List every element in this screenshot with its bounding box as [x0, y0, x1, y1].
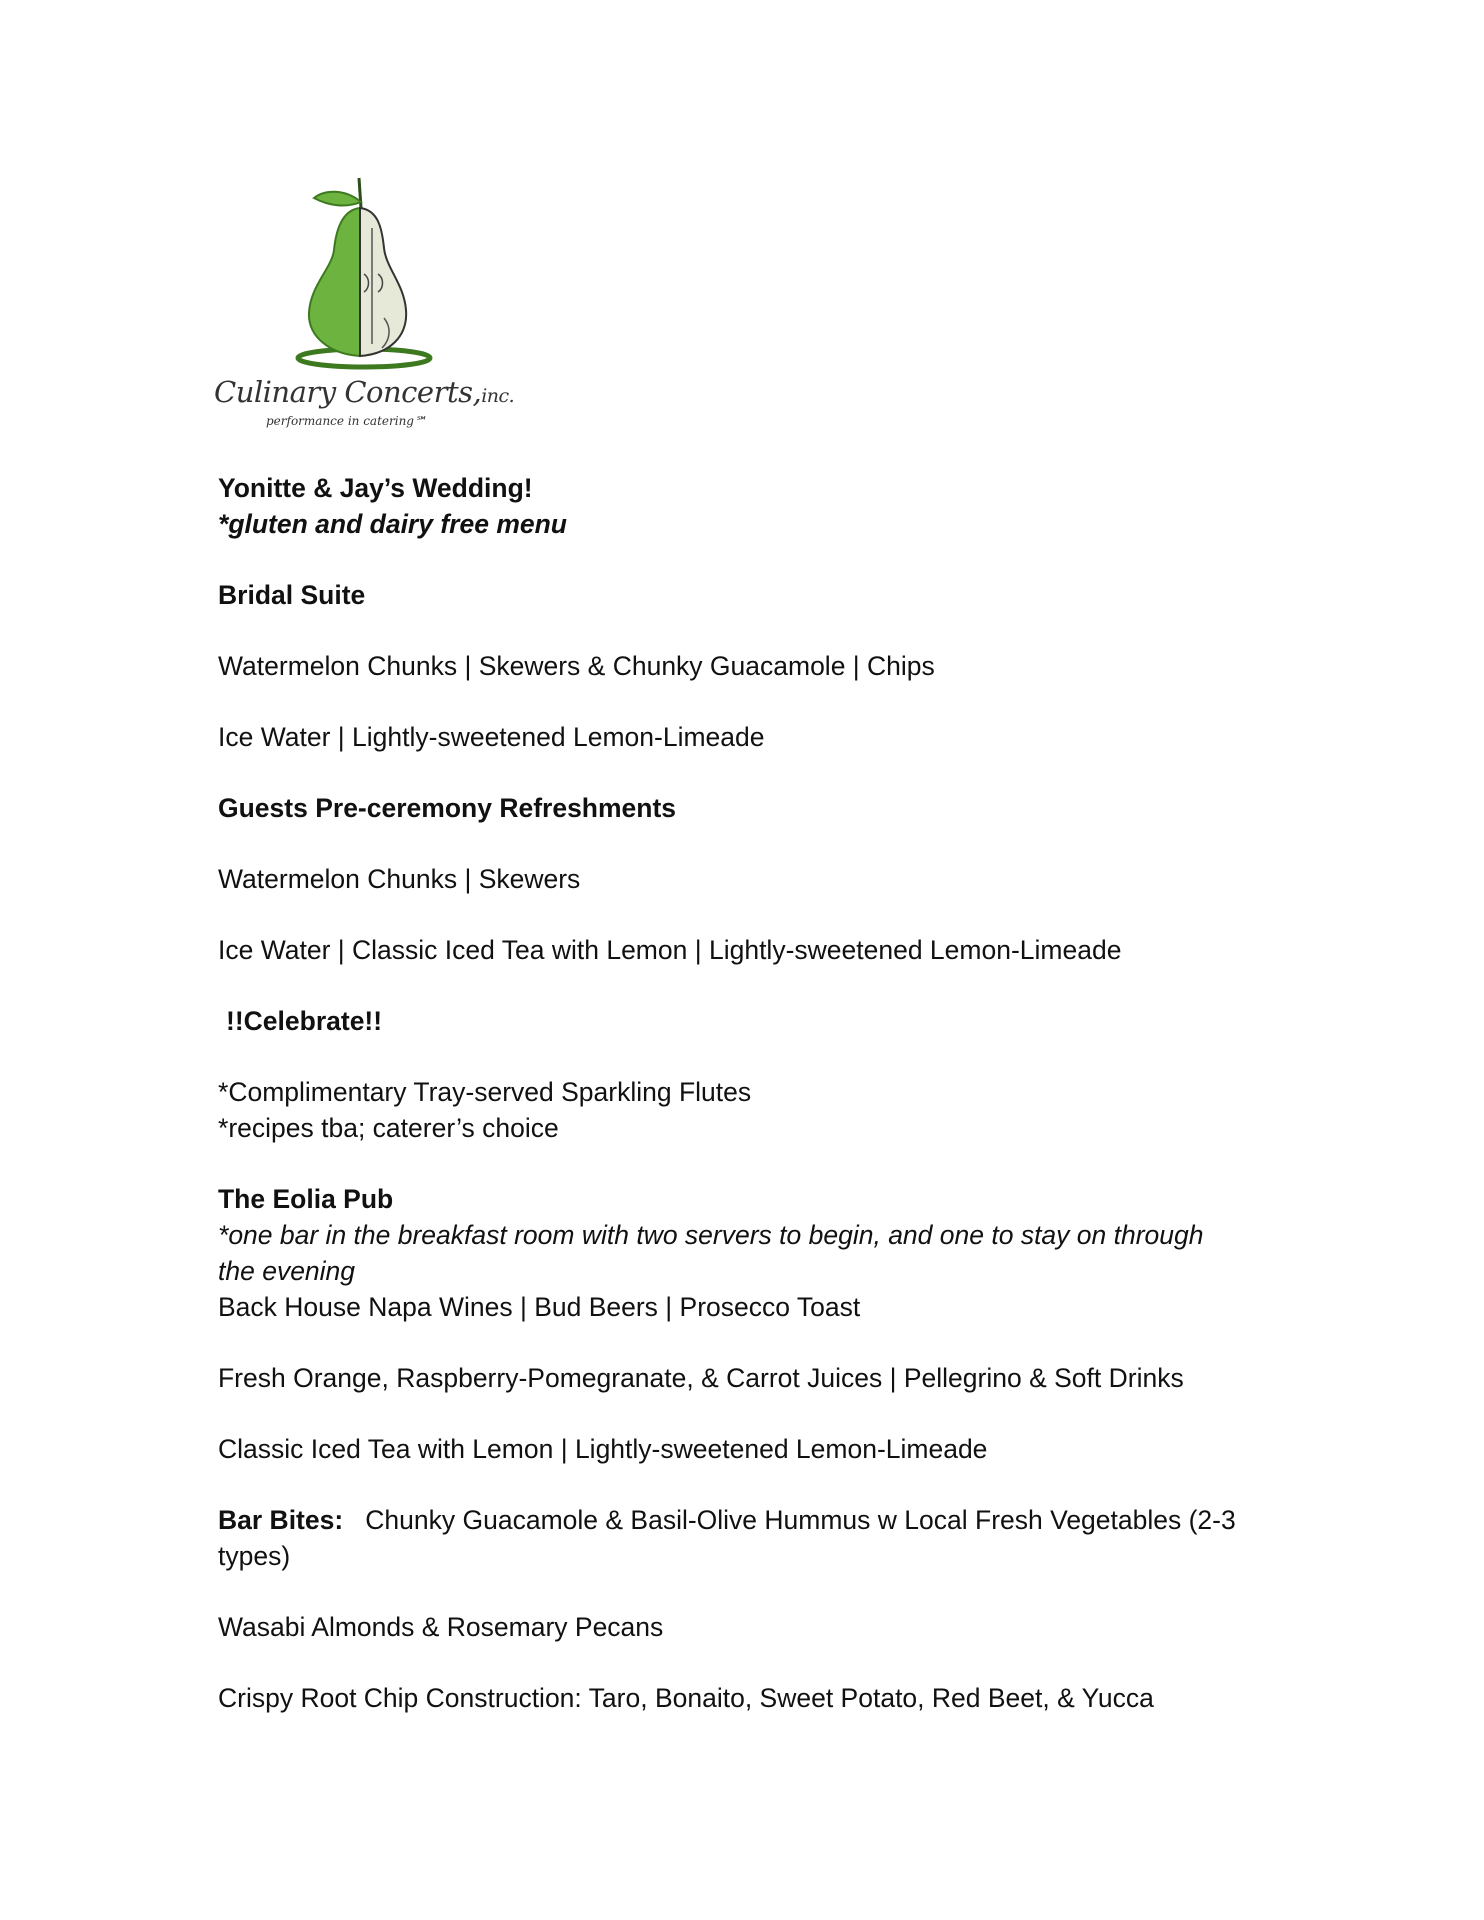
bar-bites-text: Chunky Guacamole & Basil-Olive Hummus w Local Fresh Vegetables (2-3 types)	[218, 1505, 1236, 1571]
pub-drinks-3: Classic Iced Tea with Lemon | Lightly-sweetened Lemon-Limeade	[218, 1434, 988, 1464]
company-logo	[214, 168, 514, 438]
bar-bites	[218, 1502, 1238, 1574]
company-tagline: performance in catering℠	[266, 414, 427, 428]
section-heading-pre-ceremony: Guests Pre-ceremony Refreshments	[218, 793, 677, 823]
section-heading-bridal-suite: Bridal Suite	[218, 580, 366, 610]
pre-ceremony-drinks: Ice Water | Classic Iced Tea with Lemon | Lightly-sweetened Lemon-Limeade	[218, 935, 1122, 965]
pub-drinks-2: Fresh Orange, Raspberry-Pomegranate, & Carrot Juices | Pellegrino & Soft Drinks	[218, 1363, 1184, 1393]
bridal-suite-food: Watermelon Chunks | Skewers & Chunky Guacamole | Chips	[218, 651, 935, 681]
bar-bites-label: Bar Bites:	[218, 1505, 344, 1535]
event-note: *gluten and dairy free menu	[218, 509, 567, 539]
section-heading-celebrate: !!Celebrate!!	[226, 1006, 383, 1036]
section-heading-pub: The Eolia Pub	[218, 1184, 394, 1214]
company-suffix-text: inc.	[481, 385, 515, 407]
company-name-text: Culinary Concerts,	[214, 375, 482, 409]
pub-chips: Crispy Root Chip Construction: Taro, Bonaito, Sweet Potato, Red Beet, & Yucca	[218, 1683, 1154, 1713]
menu-content	[218, 470, 1238, 1716]
celebrate-line-2: *recipes tba; caterer’s choice	[218, 1113, 559, 1143]
celebrate-line-1: *Complimentary Tray-served Sparkling Flutes	[218, 1077, 752, 1107]
company-name	[214, 375, 514, 409]
pub-drinks-1: Back House Napa Wines | Bud Beers | Prosecco Toast	[218, 1292, 861, 1322]
pre-ceremony-food: Watermelon Chunks | Skewers	[218, 864, 581, 894]
pub-nuts: Wasabi Almonds & Rosemary Pecans	[218, 1612, 664, 1642]
bridal-suite-drinks: Ice Water | Lightly-sweetened Lemon-Limeade	[218, 722, 765, 752]
pub-note: *one bar in the breakfast room with two servers to begin, and one to stay on through the evening	[218, 1220, 1204, 1286]
event-title: Yonitte & Jay’s Wedding!	[218, 473, 533, 503]
